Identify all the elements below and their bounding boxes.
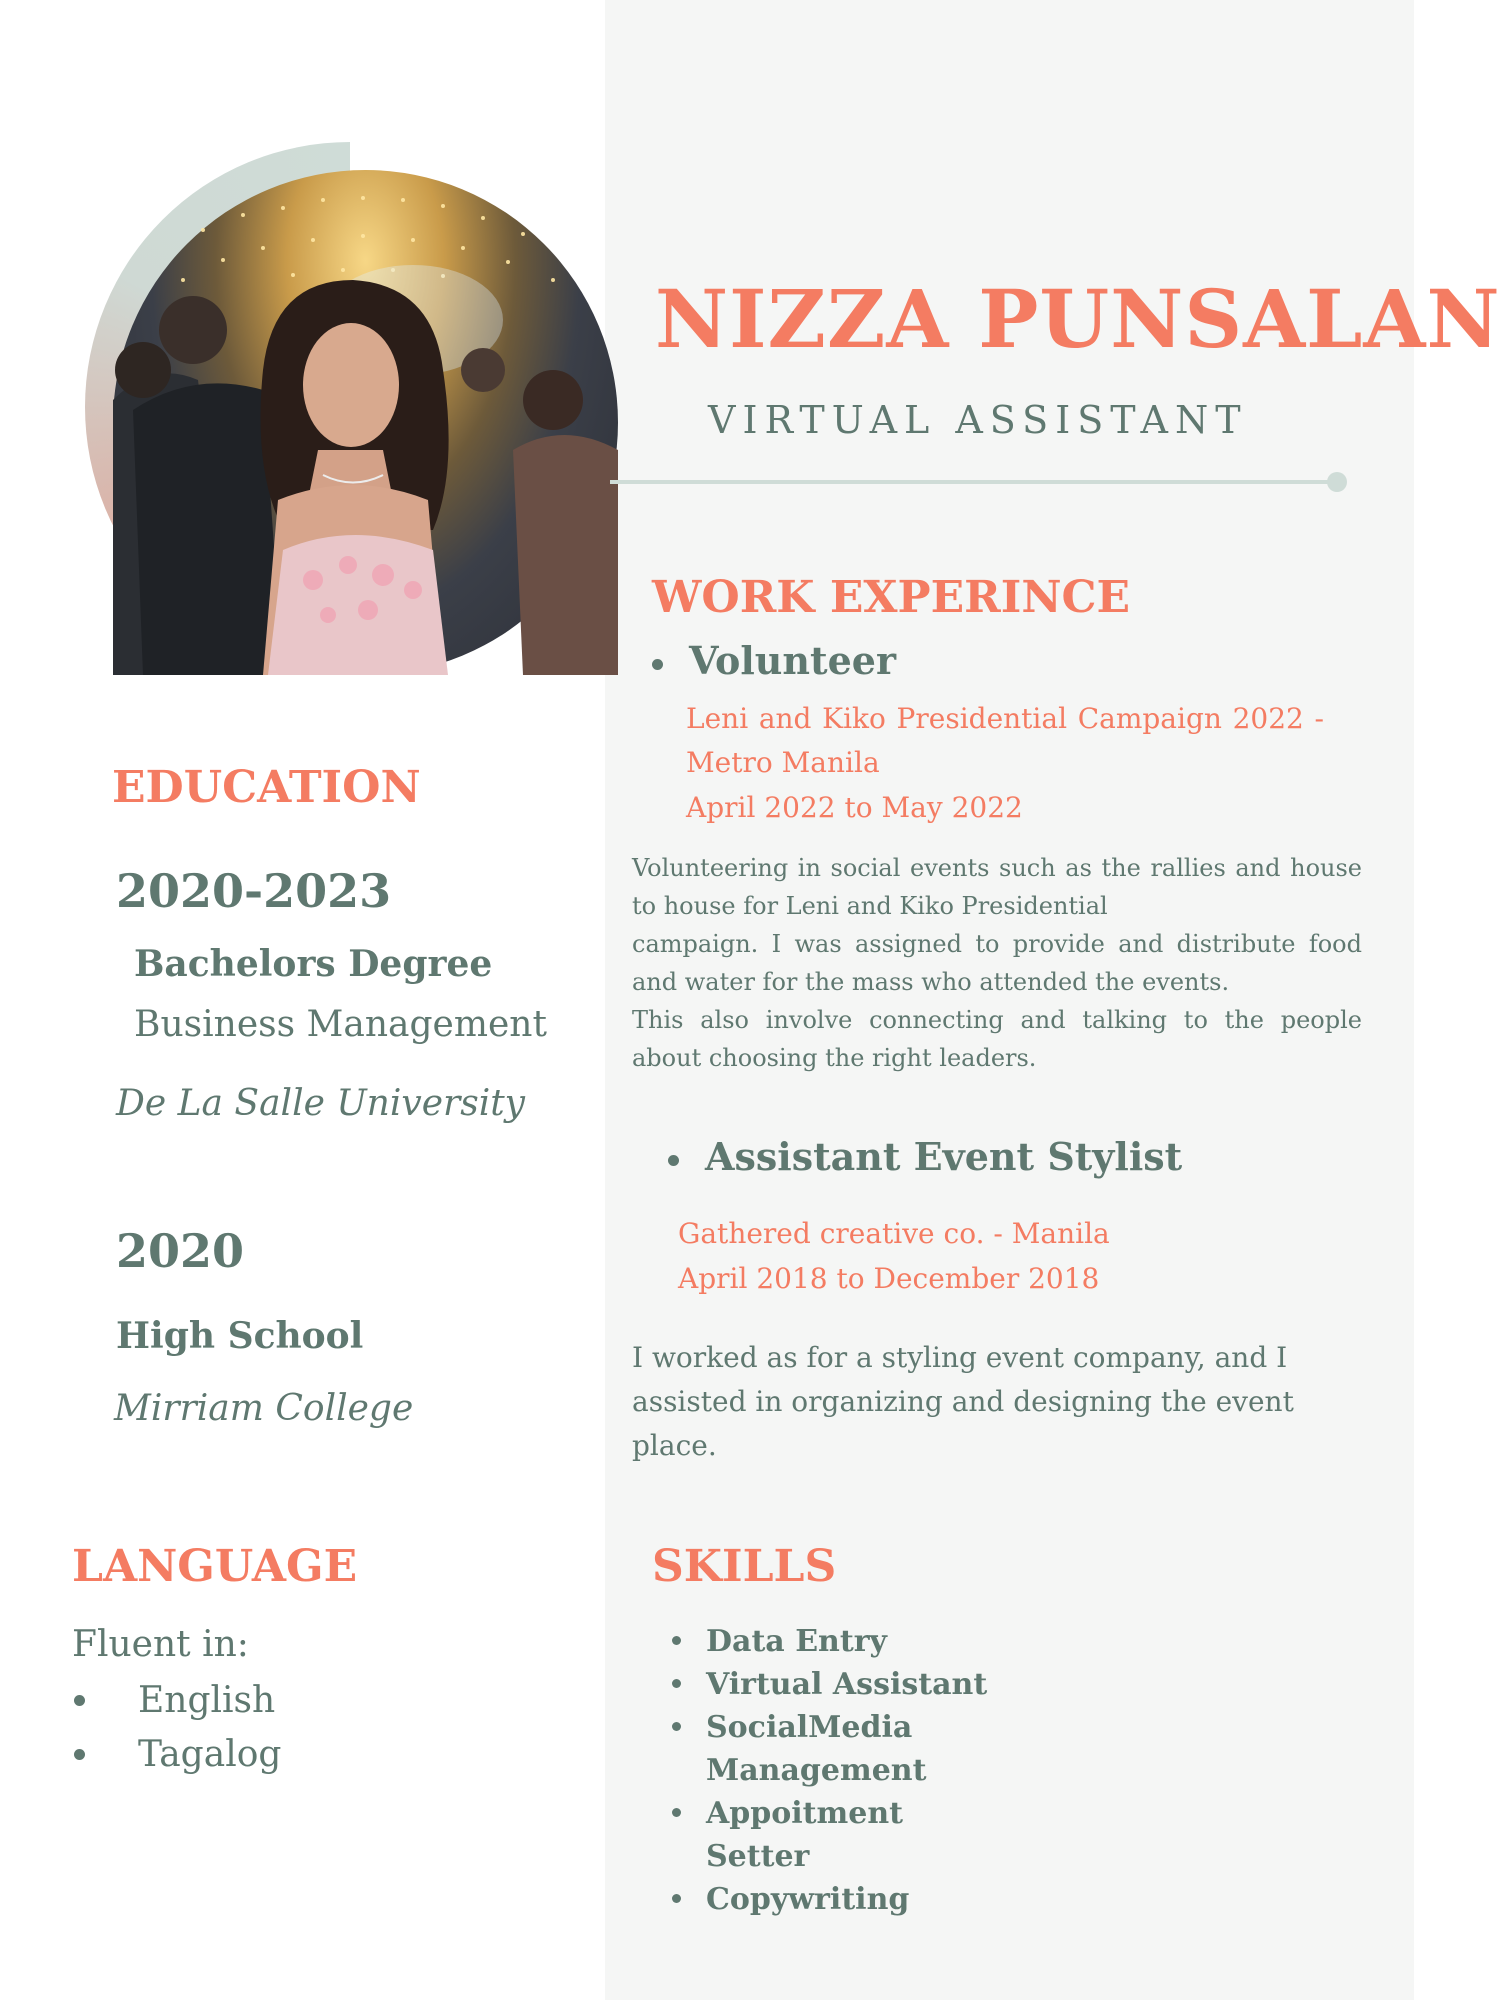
education-school: Mirriam College <box>114 1388 414 1429</box>
education-degree: High School <box>116 1315 364 1357</box>
skill-item <box>672 1878 1002 1921</box>
language-list <box>72 1674 472 1782</box>
skill-item <box>672 1792 1002 1878</box>
header-divider-dot <box>1327 472 1347 492</box>
bullet-icon <box>672 1722 681 1731</box>
job-title: Assistant Event Stylist <box>705 1134 1183 1179</box>
skill-item-label: Copywriting <box>706 1882 910 1917</box>
skill-item <box>672 1706 1002 1792</box>
job-description-line: This also involve connecting and talking to the people about choosing the right leaders. <box>632 1006 1362 1072</box>
work-heading: WORK EXPERINCE <box>652 572 1131 623</box>
skill-item <box>672 1663 1002 1706</box>
job-title-row <box>652 638 896 683</box>
bullet-icon <box>672 1636 681 1645</box>
job-description-line: Volunteering in social events such as the rallies and house to house for Leni and Kiko Presidential <box>632 854 1362 920</box>
job-description <box>632 849 1362 1077</box>
profile-photo-illustration <box>113 170 618 675</box>
language-item <box>72 1674 472 1728</box>
education-school: De La Salle University <box>116 1083 526 1124</box>
bullet-icon <box>672 1894 681 1903</box>
bullet-icon <box>74 1749 85 1760</box>
skill-item-label: SocialMedia Management <box>706 1710 927 1788</box>
bullet-icon <box>652 659 663 670</box>
education-field: Business Management <box>134 1004 547 1045</box>
skills-list <box>672 1620 1002 1921</box>
skills-heading: SKILLS <box>652 1541 837 1592</box>
job-description-line: campaign. I was assigned to provide and distribute food and water for the mass who attended the events. <box>632 930 1362 996</box>
language-intro: Fluent in: <box>72 1624 249 1665</box>
education-heading: EDUCATION <box>112 762 421 813</box>
skill-item-label: Data Entry <box>706 1624 887 1659</box>
language-item <box>72 1728 472 1782</box>
candidate-name: NIZZA PUNSALAN <box>655 272 1501 366</box>
job-dates: April 2022 to May 2022 <box>686 791 1023 824</box>
education-degree: Bachelors Degree <box>134 943 493 985</box>
job-organization: Gathered creative co. - Manila <box>678 1217 1110 1250</box>
job-dates: April 2018 to December 2018 <box>678 1262 1100 1295</box>
skill-item-label: Virtual Assistant <box>706 1667 988 1702</box>
language-item-label: Tagalog <box>138 1734 282 1775</box>
job-title-row <box>668 1134 1182 1179</box>
skill-item <box>672 1620 1002 1663</box>
job-description: I worked as for a styling event company, and I assisted in organizing and designing the event place. <box>632 1341 1294 1462</box>
skill-item-label: Appoitment Setter <box>706 1796 903 1874</box>
language-item-label: English <box>138 1680 276 1721</box>
header-divider <box>610 480 1338 484</box>
candidate-role: VIRTUAL ASSISTANT <box>708 398 1248 442</box>
bullet-icon <box>668 1155 679 1166</box>
bullet-icon <box>74 1695 85 1706</box>
language-heading: LANGUAGE <box>72 1541 358 1592</box>
job-title: Volunteer <box>689 638 896 683</box>
education-year: 2020 <box>116 1224 245 1278</box>
bullet-icon <box>672 1808 681 1817</box>
profile-photo <box>113 170 618 675</box>
job-organization: Leni and Kiko Presidential Campaign 2022 - Metro Manila <box>686 702 1324 779</box>
education-year: 2020-2023 <box>116 864 392 918</box>
bullet-icon <box>672 1679 681 1688</box>
